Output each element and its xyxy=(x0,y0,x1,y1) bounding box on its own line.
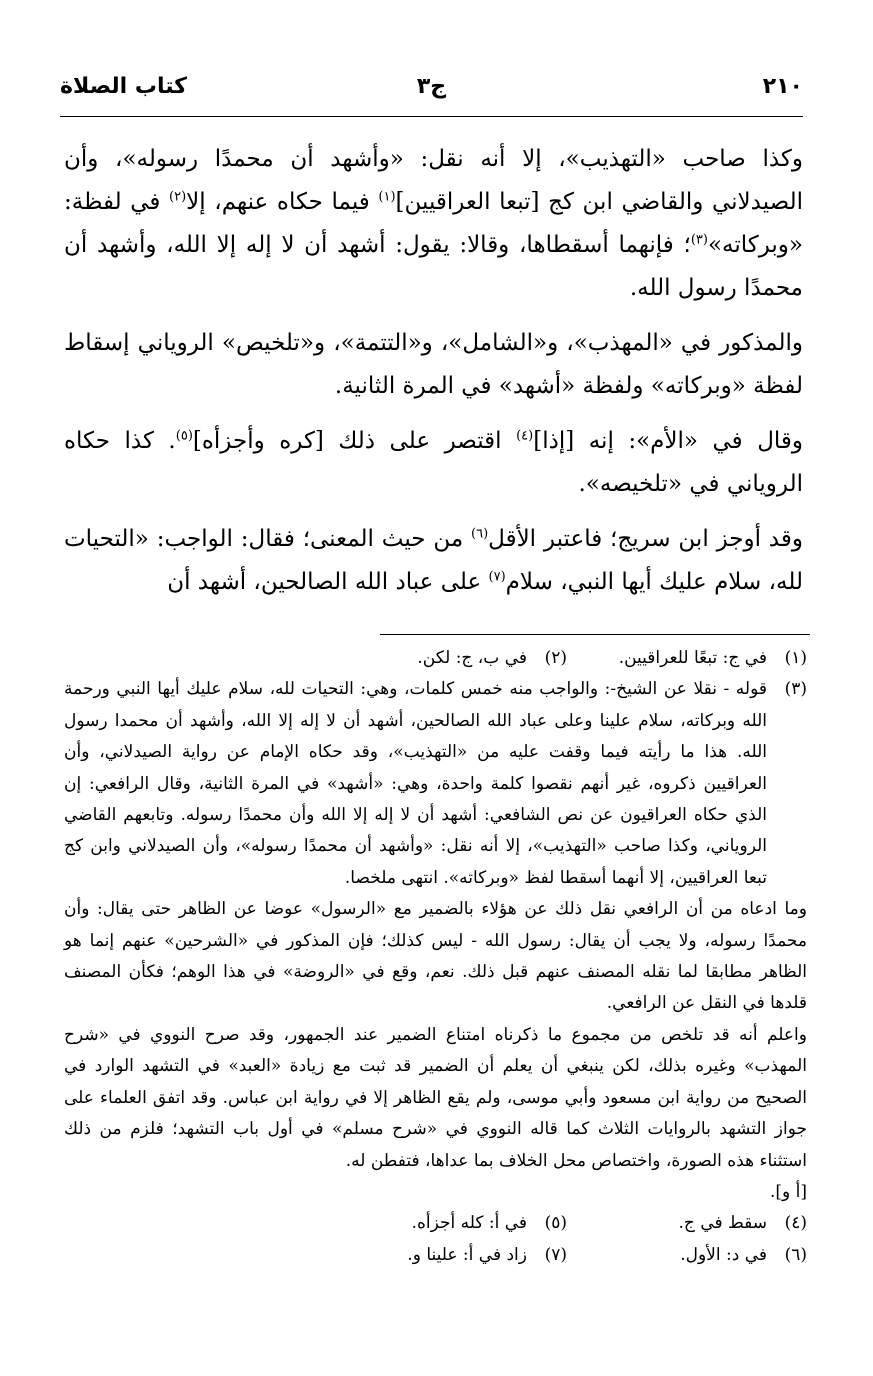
footnote-3-continuation-1: وما ادعاه من أن الرافعي نقل ذلك عن هؤلاء بالضمير مع «الرسول» عوضا عن الظاهر حتى يقال: وأن محمدًا رسوله، ولا يجب أن يقال: رسول الله - ليس كذلك؛ فإن المذكور في «الشرحين» عنهم إنما هو الظاهر مطابقا لما نقله المصنف عنهم قبل ذلك. نعم، وقع في «الروضة» في هذا الوهم؛ فكأن المصنف قلدها في النقل عن الرافعي. xyxy=(64,899,807,1014)
footnote-ref-5[interactable]: (٥) xyxy=(175,428,193,444)
text-run: وقال في «الأم»: إنه [إذا] xyxy=(533,428,804,454)
text-run: ؛ فإنهما أسقطاها، وقالا: يقول: أشهد أن لا إله إلا الله، وأشهد أن محمدًا رسول الله. xyxy=(64,232,803,301)
footnote-1: في ج: تبعًا للعراقيين. xyxy=(618,648,767,668)
paragraph-3 xyxy=(64,420,803,506)
text-run: في لفظة: «وبركاته» xyxy=(64,189,803,258)
footnote-number-3: (٣) xyxy=(784,679,807,700)
footnote-ref-1[interactable]: (١) xyxy=(378,189,396,205)
footnote-number-7: (٧) xyxy=(544,1244,567,1265)
footnote-ref-7[interactable]: (٧) xyxy=(488,569,506,585)
text-run: وكذا صاحب «التهذيب»، إلا أنه نقل: «وأشهد أن محمدًا رسوله»، وأن الصيدلاني والقاضي ابن كج [تبعا العراقيين] xyxy=(64,146,803,215)
book-title: كتاب الصلاة xyxy=(60,74,187,99)
main-text xyxy=(64,138,803,616)
footnote-2: في ب، ج: لكن. xyxy=(417,648,527,668)
text-run: من حيث المعنى؛ فقال: الواجب: «التحيات لله، سلام عليك أيها النبي، سلام xyxy=(64,526,803,595)
footnote-5: في أ: كله أجزأه. xyxy=(411,1213,527,1234)
text-run: فيما حكاه عنهم، إلا xyxy=(186,189,379,215)
footnote-number-5: (٥) xyxy=(544,1213,567,1234)
text-run: على عباد الله الصالحين، أشهد أن xyxy=(167,569,489,595)
footnote-4: سقط في ج. xyxy=(678,1213,767,1234)
footnote-7: زاد في أ: علينا و. xyxy=(407,1244,527,1265)
footnote-row-6-7 xyxy=(64,1240,807,1271)
footnote-3-text: قوله - نقلا عن الشيخ-: والواجب منه خمس كلمات، وهي: التحيات لله، سلام عليك أيها النبي ورحمة الله وبركاته، سلام علينا وعلى عباد الله الصالحين، أشهد أن لا إله إلا الله، وأشهد أن محمدا رسول الله. هذا ما رأيته فيما وقفت عليه من «التهذيب»، وقد حكاه الإمام عن رواية الصيدلاني، وأن العراقيين ذكروه، غير أنهم نقصوا كلمة واحدة، وهي: «أشهد» في المرة الثانية، وقال الرافعي: إن الذي حكاه العراقيون عن نص الشافعي: أشهد أن لا إله إلا الله وأن محمدًا رسوله. وتابعهم القاضي الروياني، وكذا صاحب «التهذيب»، إلا أنه نقل: «وأشهد أن محمدًا رسوله»، وأن الصيدلاني وابن كج تبعا العراقيين، إلا أنهما أسقطا لفظ «وبركاته». انتهى ملخصا. xyxy=(64,679,767,888)
volume-label: ج٣ xyxy=(416,74,447,99)
paragraph-4 xyxy=(64,518,803,604)
footnote-6: في د: الأول. xyxy=(680,1244,767,1265)
paragraph-1 xyxy=(64,138,803,310)
footnote-number-6: (٦) xyxy=(784,1244,807,1265)
text-run: اقتصر على ذلك [كره وأجزأه] xyxy=(192,428,517,454)
footnote-row-1-2 xyxy=(64,643,807,674)
text-run: وقد أوجز ابن سريج؛ فاعتبر الأقل xyxy=(488,526,803,552)
footnote-ref-2[interactable]: (٢) xyxy=(169,189,187,205)
paragraph-2: والمذكور في «المهذب»، و«الشامل»، و«التتمة»، و«تلخيص» الروياني إسقاط لفظة «وبركاته» ولفظة «أشهد» في المرة الثانية. xyxy=(64,330,803,399)
page-number: ٢١٠ xyxy=(762,74,803,99)
footnote-number-2: (٢) xyxy=(544,648,567,668)
footnote-number-4: (٤) xyxy=(784,1213,807,1234)
footnote-ref-6[interactable]: (٦) xyxy=(471,526,489,542)
running-header xyxy=(60,74,803,110)
footnote-3 xyxy=(64,674,807,894)
footnote-3-tail: [أ و]. xyxy=(769,1181,807,1202)
footnote-ref-3[interactable]: (٣) xyxy=(690,232,708,248)
footnotes xyxy=(64,643,807,1271)
footnote-3-continuation-2: واعلم أنه قد تلخص من مجموع ما ذكرناه امتناع الضمير عند الجمهور، وقد صرح النووي في «شرح المهذب» وغيره بذلك، لكن ينبغي أن يعلم أن الضمير قد ثبت مع زيادة «العبد» في التشهد الوارد في الصحيح من رواية ابن مسعود وأبي موسى، ولم يقع الظاهر إلا في رواية ابن عباس. وقد اتفق العلماء على جواز التشهد بالروايات الثلاث كما قاله النووي في «شرح مسلم» في أول باب التشهد؛ فلزم من ذلك استثناء هذه الصورة، واختصاص محل الخلاف بما عداها، فتفطن له. xyxy=(64,1024,807,1171)
header-rule xyxy=(60,116,803,117)
text-run: . كذا حكاه الروياني في «تلخيصه». xyxy=(64,428,803,497)
footnote-separator xyxy=(380,634,810,635)
footnote-ref-4[interactable]: (٤) xyxy=(516,428,534,444)
footnote-row-4-5 xyxy=(64,1208,807,1239)
footnote-number-1: (١) xyxy=(784,648,807,668)
